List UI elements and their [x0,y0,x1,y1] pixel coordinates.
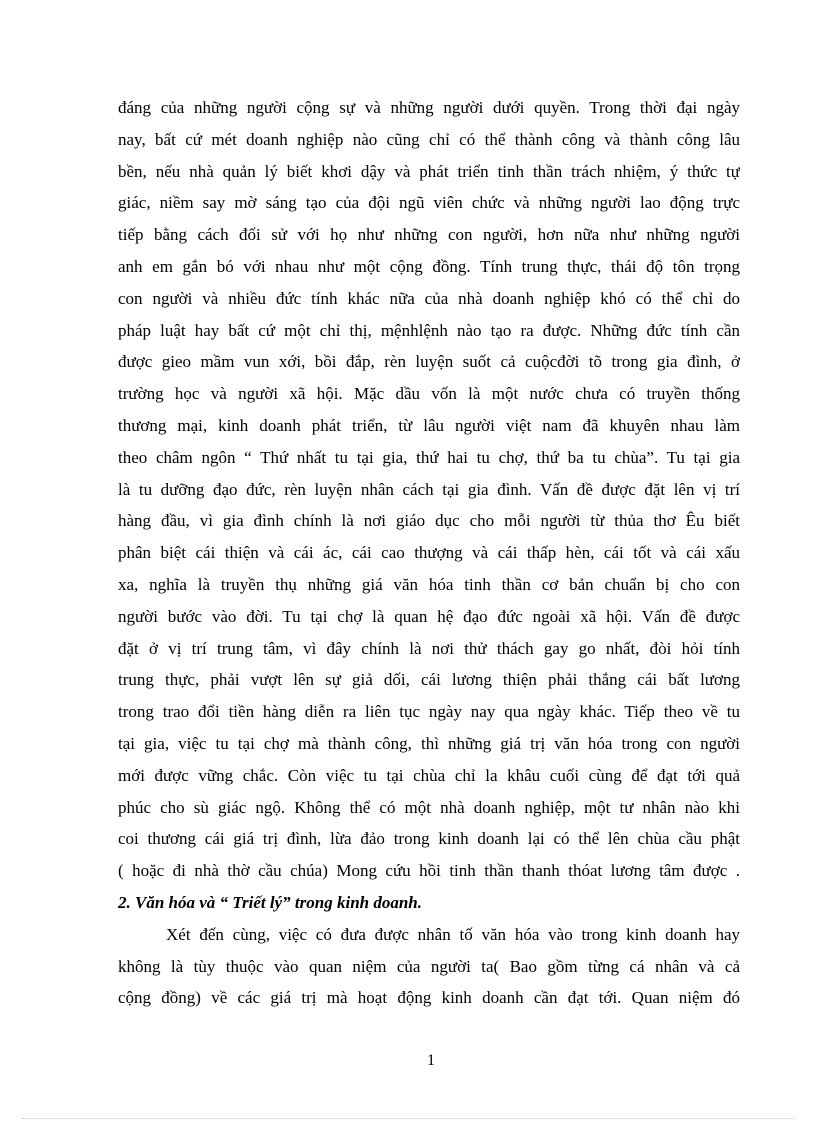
text-line: giác, niềm say mờ sáng tạo của đội ngũ viên chức và những người lao động trực [118,193,740,213]
text-line: anh em gắn bó với nhau như một cộng đồng. Tính trung thực, thái độ tôn trọng [118,256,740,276]
text-line: xa, nghĩa là truyền thụ những giá văn hóa tinh thần cơ bản chuẩn bị cho con [118,574,740,594]
text-line: được gieo mầm vun xới, bồi đắp, rèn luyện suốt cả cuộcđời tõ trong gia đình, ở [118,352,740,372]
text-line: phân biệt cái thiện và cái ác, cái cao thượng và cái thấp hèn, cái tốt và cái xấu [118,543,740,563]
text-line: đặt ở vị trí trung tâm, vì đây chính là nơi thử thách gay go nhất, đòi hỏi tính [118,638,740,658]
text-line: tại gia, việc tu tại chợ mà thành công, thì những giá trị văn hóa trong con người [118,733,740,753]
page-edge-divider [22,1118,794,1119]
text-line: pháp luật hay bất cứ một chỉ thị, mệnhlệnh nào tạo ra được. Những đức tính cần [118,320,740,340]
text-line: trong trao đổi tiền hàng diễn ra liên tục ngày nay qua ngày khác. Tiếp theo về tu [118,702,740,722]
page-number: 1 [427,1052,435,1069]
paragraph-1 [118,92,740,887]
text-line: con người và nhiều đức tính khác nữa của nhà doanh nghiệp khó có thể chỉ do [118,288,740,308]
text-line: nay, bất cứ mét doanh nghiệp nào cũng chỉ có thể thành công và thành công lâu [118,129,740,149]
text-line: tiếp bằng cách đối sử với họ như những con người, hơn nữa như những người [118,225,740,245]
text-line: ( hoặc đi nhà thờ cầu chúa) Mong cứu hồi tinh thần thanh thóat lương tâm được . [118,861,740,881]
text-line: phúc cho sù giác ngộ. Không thể có một nhà doanh nghiệp, một tư nhân nào khi [118,797,740,817]
text-line: hàng đầu, vì gia đình chính là nơi giáo dục cho mỗi người từ thủa thơ Êu biết [118,511,740,531]
text-line: mới được vững chắc. Còn việc tu tại chùa chỉ la khâu cuối cùng để đạt tới quả [118,765,740,785]
text-line: đáng của những người cộng sự và những người dưới quyền. Trong thời đại ngày [118,98,740,117]
text-line: trường học và người xã hội. Mặc dầu vốn là một nước chưa có truyền thống [118,384,740,404]
text-line: coi thương cái giá trị đình, lừa đảo trong kinh doanh lại có thể lên chùa cầu phật [118,829,740,849]
text-line: theo châm ngôn “ Thứ nhất tu tại gia, thứ hai tu chợ, thứ ba tu chùa”. Tu tại gia [118,447,740,467]
text-line: thương mại, kinh doanh phát triển, từ lâu người việt nam đã khuyên nhau làm [118,415,740,435]
text-line: Xét đến cùng, việc có đưa được nhân tố văn hóa vào trong kinh doanh hay [166,924,740,944]
paragraph-2 [118,919,740,1014]
body-text [118,92,740,1014]
text-line: là tu dưỡng đạo đức, rèn luyện nhân cách tại gia đình. Vấn đề được đặt lên vị trí [118,479,740,499]
text-line: người bước vào đời. Tu tại chợ là quan hệ đạo đức ngoài xã hội. Vấn đề được [118,606,740,626]
section-heading: 2. Văn hóa và “ Triết lý” trong kinh doanh. [118,892,423,912]
text-line: bền, nếu nhà quản lý biết khơi dậy và phát triển tinh thần trách nhiệm, ý thức tự [118,161,740,181]
text-line: cộng đồng) về các giá trị mà hoạt động kinh doanh cần đạt tới. Quan niệm đó [118,988,740,1008]
text-line: trung thực, phải vượt lên sự giả dối, cái lương thiện phải thắng cái bất lương [118,670,740,690]
text-line: không là tùy thuộc vào quan niệm của người ta( Bao gồm từng cá nhân và cả [118,956,740,976]
